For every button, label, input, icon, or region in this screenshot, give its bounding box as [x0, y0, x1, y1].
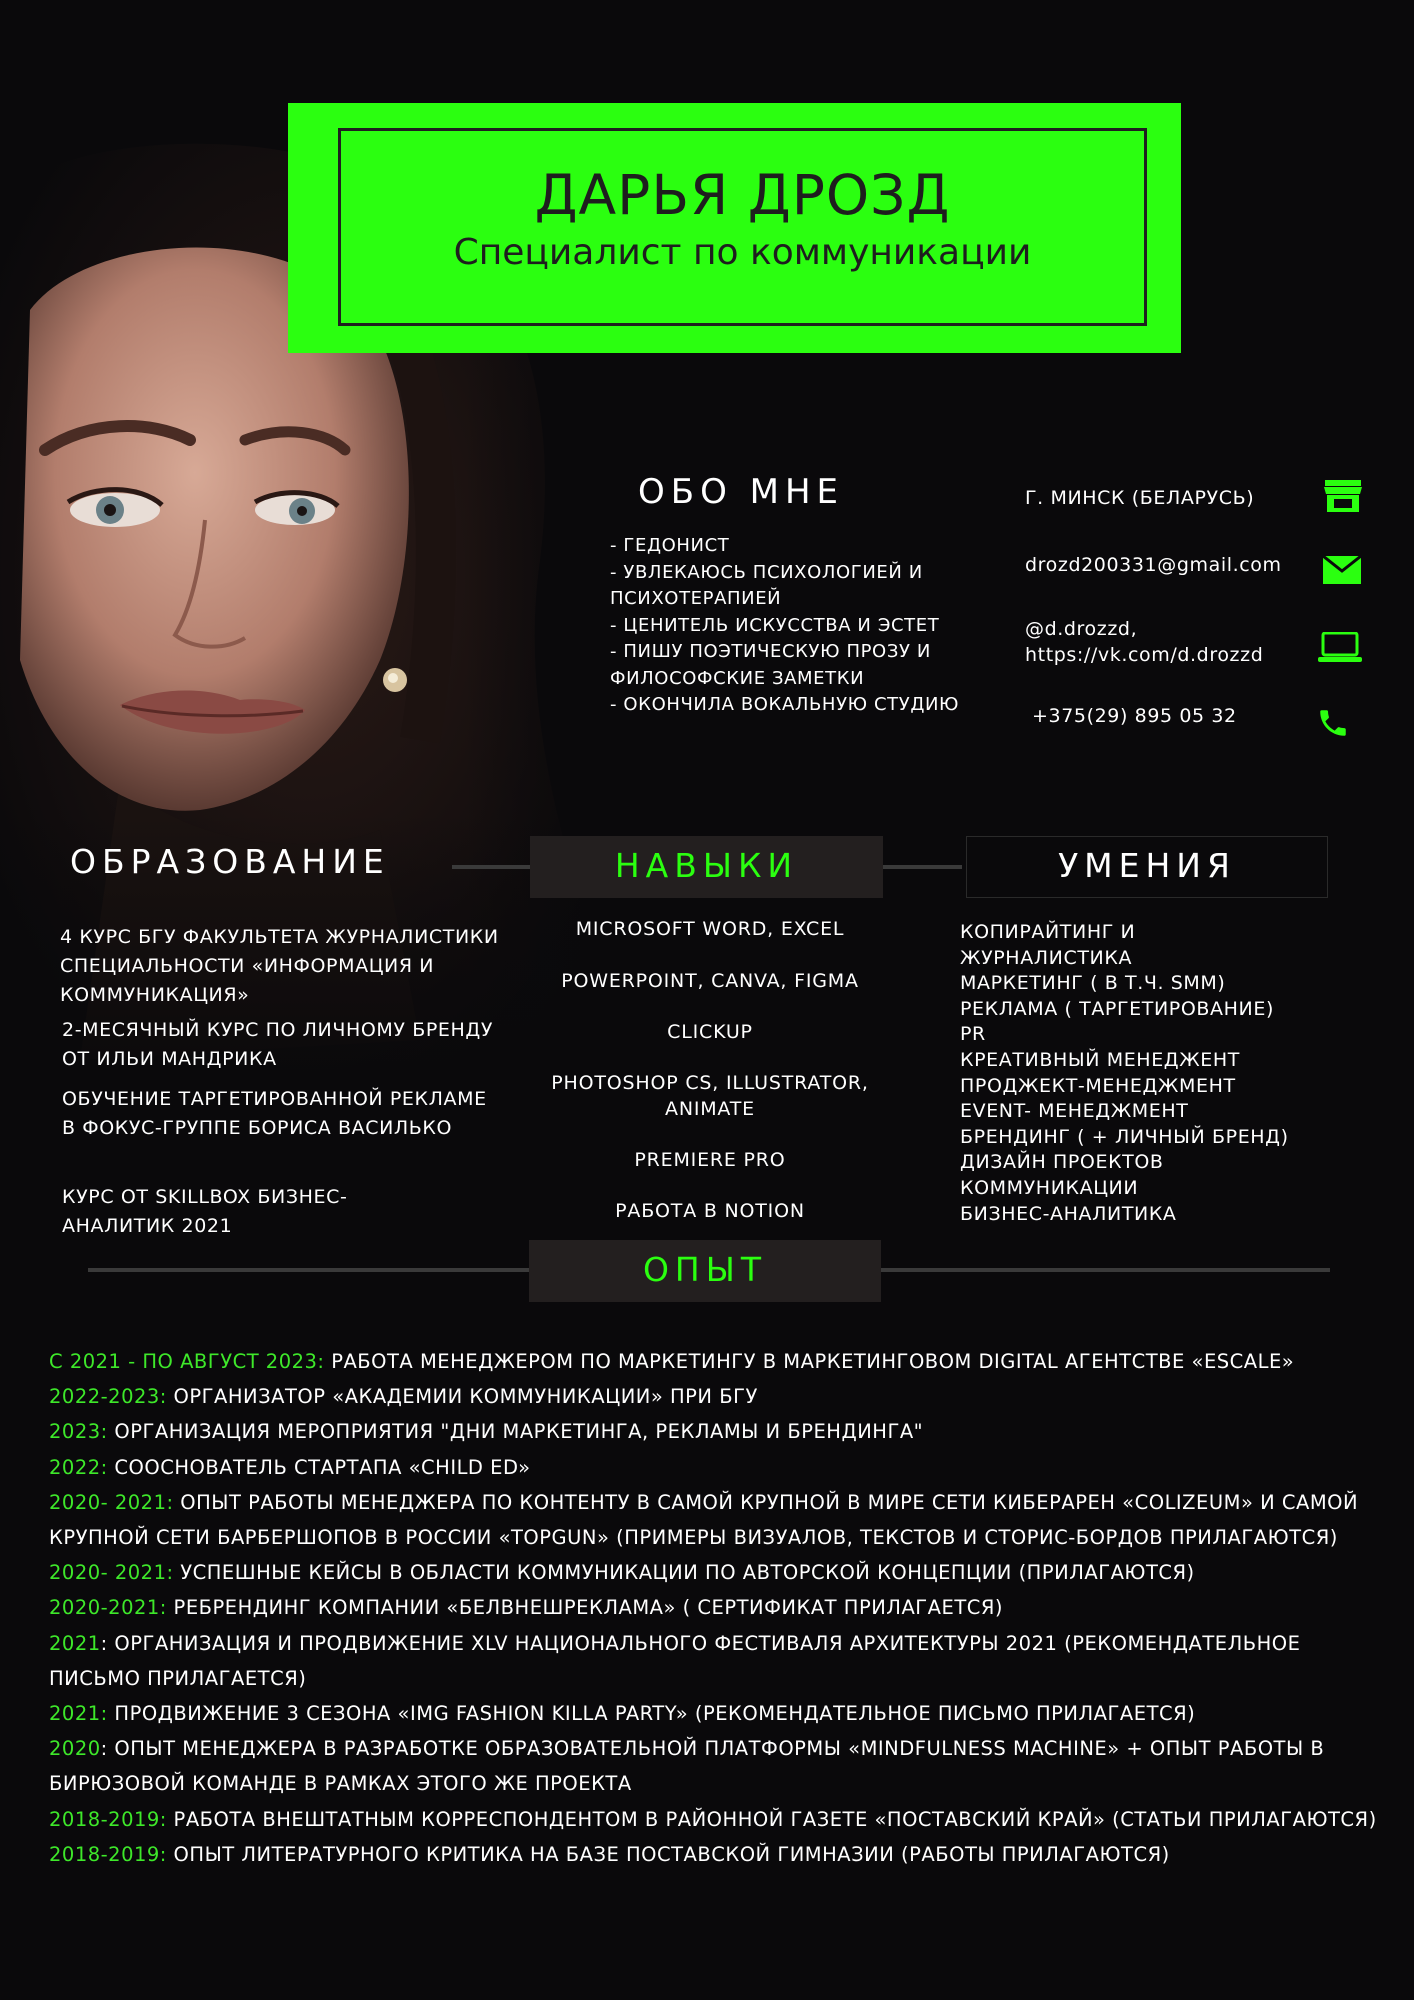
experience-period: 2020- 2021:: [49, 1561, 174, 1585]
experience-text: РАБОТА МЕНЕДЖЕРОМ ПО МАРКЕТИНГУ В МАРКЕТИНГОВОМ DIGITAL АГЕНТСТВЕ «ESCALE»: [324, 1350, 1295, 1373]
experience-period: 2018-2019:: [49, 1842, 167, 1866]
experience-item: [49, 1344, 1379, 1379]
header-frame: [338, 128, 1147, 326]
about-list: [610, 533, 1000, 719]
education-item: КУРС ОТ SKILLBOX БИЗНЕС-АНАЛИТИК 2021: [62, 1186, 348, 1237]
experience-text: РЕБРЕНДИНГ КОМПАНИИ «БЕЛВНЕШРЕКЛАМА» ( СЕРТИФИКАТ ПРИЛАГАЕТСЯ): [166, 1596, 1004, 1620]
mail-icon: [1323, 556, 1361, 584]
skill-item: PHOTOSHOP CS, ILLUSTRATOR, ANIMATE: [551, 1072, 869, 1120]
experience-text: ОПЫТ РАБОТЫ МЕНЕДЖЕРА ПО КОНТЕНТУ В САМОЙ КРУПНОЙ В МИРЕ СЕТИ КИБЕРАРЕН «COLIZEUM» И САМОЙ КРУПНОЙ СЕТИ БАРБЕРШОПОВ В РОССИИ «TOPGUN» (ПРИМЕРЫ ВИЗУАЛОВ, ТЕКСТОВ И СТОРИС-БОРДОВ ПРИЛАГАЮТСЯ): [49, 1490, 1359, 1550]
experience-item: [49, 1485, 1379, 1555]
experience-list: [49, 1344, 1379, 1872]
contact-phone[interactable]: +375(29) 895 05 32: [1032, 705, 1237, 727]
experience-text: РАБОТА ВНЕШТАТНЫМ КОРРЕСПОНДЕНТОМ В РАЙОННОЙ ГАЗЕТЕ «ПОСТАВСКИЙ КРАЙ» (СТАТЬИ ПРИЛАГАЮТСЯ): [166, 1807, 1377, 1831]
ability-item: EVENT- МЕНЕДЖМЕНТ: [960, 1100, 1189, 1123]
experience-heading: ОПЫТ: [642, 1250, 768, 1289]
phone-icon: [1316, 706, 1350, 740]
about-heading: ОБО МНЕ: [638, 472, 845, 512]
experience-period: С 2021 - ПО АВГУСТ 2023:: [49, 1350, 325, 1373]
experience-text: : ОРГАНИЗАЦИЯ И ПРОДВИЖЕНИЕ XLV НАЦИОНАЛЬНОГО ФЕСТИВАЛЯ АРХИТЕКТУРЫ 2021 (РЕКОМЕНДАТЕЛЬНОЕ ПИСЬМО ПРИЛАГАЕТСЯ): [49, 1631, 1301, 1690]
experience-period: 2020: [49, 1737, 101, 1761]
experience-item: [49, 1590, 1379, 1625]
experience-item: [49, 1696, 1379, 1731]
contact-social-link[interactable]: https://vk.com/d.drozzd: [1025, 644, 1264, 666]
education-heading: ОБРАЗОВАНИЕ: [70, 842, 390, 881]
experience-item: [49, 1837, 1379, 1872]
experience-text: ОРГАНИЗАЦИЯ МЕРОПРИЯТИЯ "ДНИ МАРКЕТИНГА, РЕКЛАМЫ И БРЕНДИНГА": [107, 1420, 924, 1444]
about-item: - ГЕДОНИСТ: [610, 535, 730, 556]
contact-social-handle: @d.drozzd,: [1025, 618, 1138, 640]
experience-period: 2022-2023:: [49, 1385, 167, 1409]
skills-heading: НАВЫКИ: [614, 846, 799, 885]
experience-item: [49, 1379, 1379, 1414]
education-item: ОБУЧЕНИЕ ТАРГЕТИРОВАННОЙ РЕКЛАМЕ В ФОКУС-ГРУППЕ БОРИСА ВАСИЛЬКО: [62, 1088, 487, 1139]
experience-item: [49, 1555, 1379, 1590]
experience-text: : ОПЫТ МЕНЕДЖЕРА В РАЗРАБОТКЕ ОБРАЗОВАТЕЛЬНОЙ ПЛАТФОРМЫ «MINDFULNESS MACHINE» + ОПЫТ РАБОТЫ В БИРЮЗОВОЙ КОМАНДЕ В РАМКАХ ЭТОГО ЖЕ ПРОЕКТА: [49, 1737, 1325, 1796]
ability-item: МАРКЕТИНГ ( В Т.Ч. SMM): [960, 972, 1226, 995]
ability-item: КОПИРАЙТИНГ И ЖУРНАЛИСТИКА: [960, 921, 1136, 969]
experience-item: [49, 1626, 1379, 1696]
ability-item: КРЕАТИВНЫЙ МЕНЕДЖЕНТ: [960, 1048, 1241, 1071]
contact-location: Г. МИНСК (БЕЛАРУСЬ): [1025, 487, 1255, 509]
experience-period: 2018-2019:: [49, 1807, 167, 1831]
skill-item: POWERPOINT, CANVA, FIGMA: [561, 970, 859, 992]
skill-item: MICROSOFT WORD, EXCEL: [575, 918, 845, 940]
contact-email[interactable]: drozd200331@gmail.com: [1025, 554, 1282, 576]
header-banner: [288, 103, 1181, 353]
experience-text: УСПЕШНЫЕ КЕЙСЫ В ОБЛАСТИ КОММУНИКАЦИИ ПО АВТОРСКОЙ КОНЦЕПЦИИ (ПРИЛАГАЮТСЯ): [173, 1561, 1195, 1585]
ability-item: PR: [960, 1023, 986, 1046]
skill-item: РАБОТА В NOTION: [615, 1200, 805, 1222]
about-item: - ОКОНЧИЛА ВОКАЛЬНУЮ СТУДИЮ: [610, 694, 960, 715]
skill-item: PREMIERE PRO: [634, 1149, 786, 1171]
education-item: 2-МЕСЯЧНЫЙ КУРС ПО ЛИЧНОМУ БРЕНДУ ОТ ИЛЬИ МАНДРИКА: [62, 1019, 494, 1070]
about-item: - УВЛЕКАЮСЬ ПСИХОЛОГИЕЙ И ПСИХОТЕРАПИЕЙ: [610, 561, 923, 609]
experience-period: 2020-2021:: [49, 1596, 167, 1620]
job-title: Специалист по коммуникации: [453, 232, 1032, 273]
experience-item: [49, 1450, 1379, 1485]
ability-item: ДИЗАЙН ПРОЕКТОВ КОММУНИКАЦИИ: [960, 1151, 1164, 1199]
experience-item: [49, 1414, 1379, 1449]
experience-text: СООСНОВАТЕЛЬ СТАРТАПА «CHILD ED»: [107, 1455, 531, 1479]
experience-period: 2023:: [49, 1420, 108, 1444]
experience-period: 2020- 2021:: [49, 1490, 174, 1514]
ability-item: РЕКЛАМА ( ТАРГЕТИРОВАНИЕ): [960, 997, 1274, 1020]
experience-text: ОРГАНИЗАТОР «АКАДЕМИИ КОММУНИКАЦИИ» ПРИ БГУ: [166, 1385, 758, 1409]
abilities-list: [960, 920, 1380, 1227]
education-item: 4 КУРС БГУ ФАКУЛЬТЕТА ЖУРНАЛИСТИКИ СПЕЦИАЛЬНОСТИ «ИНФОРМАЦИЯ И КОММУНИКАЦИЯ»: [60, 926, 499, 1006]
person-name: ДАРЬЯ ДРОЗД: [534, 163, 951, 227]
laptop-icon: [1318, 632, 1362, 662]
experience-period: 2021: [49, 1631, 101, 1655]
shop-icon: [1324, 480, 1362, 512]
experience-text: ОПЫТ ЛИТЕРАТУРНОГО КРИТИКА НА БАЗЕ ПОСТАВСКОЙ ГИМНАЗИИ (РАБОТЫ ПРИЛАГАЮТСЯ): [166, 1842, 1170, 1866]
ability-item: БИЗНЕС-АНАЛИТИКА: [960, 1202, 1177, 1225]
experience-item: [49, 1731, 1379, 1801]
skill-item: CLICKUP: [667, 1021, 753, 1043]
experience-period: 2021:: [49, 1702, 108, 1726]
experience-item: [49, 1802, 1379, 1837]
about-item: - ЦЕНИТЕЛЬ ИСКУССТВА И ЭСТЕТ: [610, 614, 940, 636]
abilities-heading: УМЕНИЯ: [1058, 846, 1236, 885]
about-item: - ПИШУ ПОЭТИЧЕСКУЮ ПРОЗУ И ФИЛОСОФСКИЕ ЗАМЕТКИ: [610, 641, 931, 689]
ability-item: БРЕНДИНГ ( + ЛИЧНЫЙ БРЕНД): [960, 1125, 1289, 1148]
experience-period: 2022:: [49, 1455, 108, 1479]
ability-item: ПРОДЖЕКТ-МЕНЕДЖМЕНТ: [960, 1074, 1236, 1097]
experience-text: ПРОДВИЖЕНИЕ 3 СЕЗОНА «IMG FASHION KILLA PARTY» (РЕКОМЕНДАТЕЛЬНОЕ ПИСЬМО ПРИЛАГАЕТСЯ): [107, 1702, 1196, 1726]
